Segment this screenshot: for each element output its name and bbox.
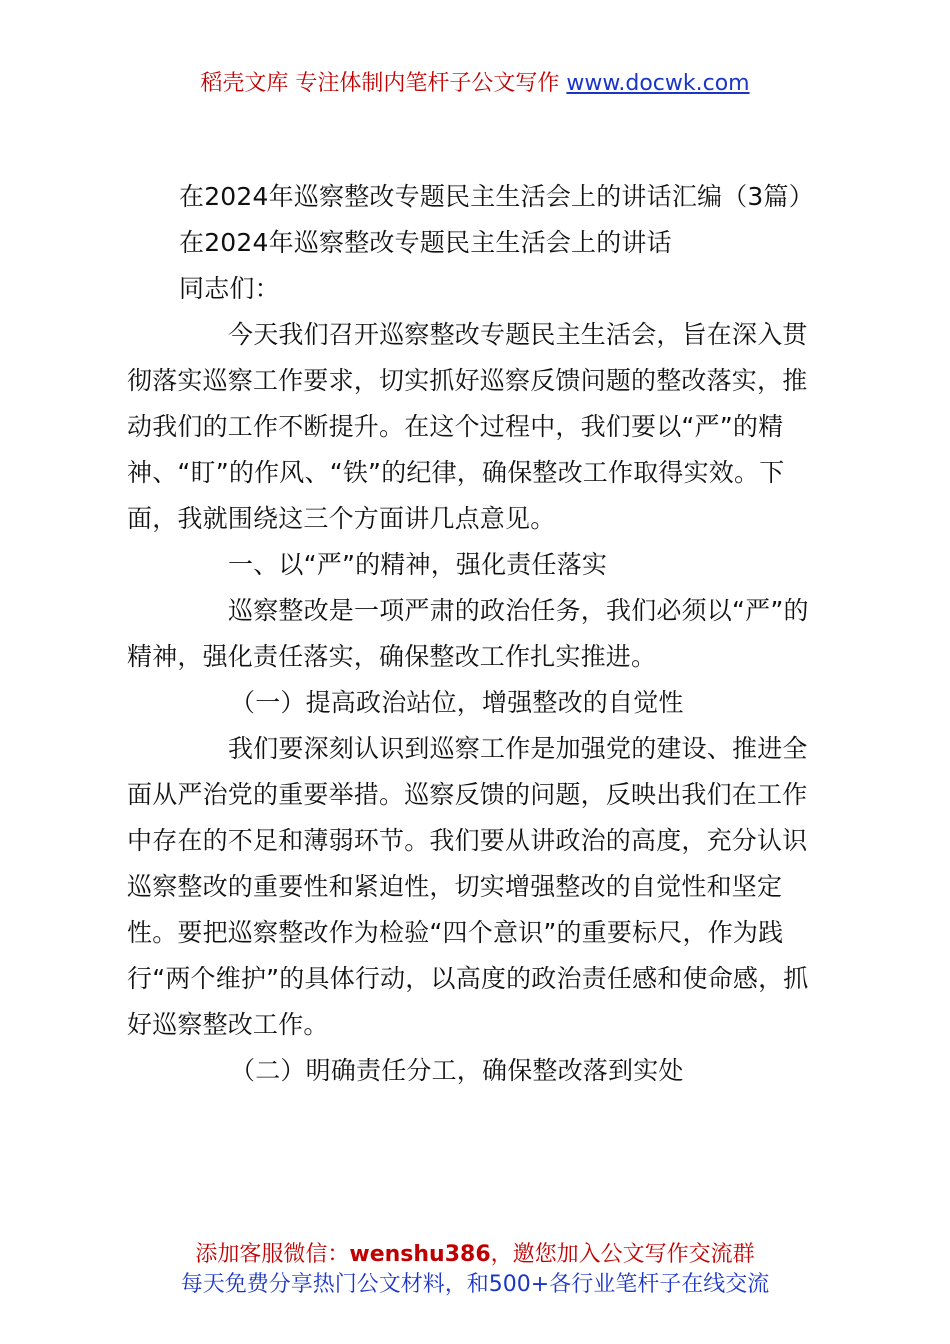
document-title: 在2024年巡察整改专题民主生活会上的讲话汇编（3篇）: [179, 182, 814, 211]
subsection-heading-2: （二）明确责任分工，确保整改落到实处: [230, 1056, 684, 1085]
document-body: [127, 174, 830, 1094]
paragraph-intro: 今天我们召开巡察整改专题民主生活会，旨在深入贯彻落实巡察工作要求，切实抓好巡察反馈问题的整改落实，推动我们的工作不断提升。在这个过程中，我们要以“严”的精神、“盯”的作风、“铁”的纪律，确保整改工作取得实效。下面，我就围绕这三个方面讲几点意见。: [127, 320, 808, 533]
footer-suffix: ，邀您加入公文写作交流群: [490, 1242, 755, 1267]
document-subtitle: 在2024年巡察整改专题民主生活会上的讲话: [179, 228, 672, 257]
paragraph-section-1: 巡察整改是一项严肃的政治任务，我们必须以“严”的精神，强化责任落实，确保整改工作扎实推进。: [127, 596, 809, 671]
header-brand: 稻壳文库 专注体制内笔杆子公文写作: [200, 71, 560, 96]
header-url-link[interactable]: www.docwk.com: [566, 71, 750, 96]
footer-wechat-id: wenshu386: [349, 1242, 491, 1267]
subsection-heading-1: （一）提高政治站位，增强整改的自觉性: [230, 688, 684, 717]
footer-contact: [0, 1240, 950, 1270]
footer-promo: 每天免费分享热门公文材料，和500+各行业笔杆子在线交流: [180, 1272, 770, 1297]
page-header: [0, 68, 950, 100]
paragraph-subsection-1: 我们要深刻认识到巡察工作是加强党的建设、推进全面从严治党的重要举措。巡察反馈的问题，反映出我们在工作中存在的不足和薄弱环节。我们要从讲政治的高度，充分认识巡察整改的重要性和紧迫性，切实增强整改的自觉性和坚定性。要把巡察整改作为检验“四个意识”的重要标尺，作为践行“两个维护”的具体行动，以高度的政治责任感和使命感，抓好巡察整改工作。: [127, 734, 809, 1039]
footer-prefix: 添加客服微信：: [195, 1242, 350, 1267]
salutation: 同志们：: [179, 274, 280, 303]
section-heading-1: 一、以“严”的精神，强化责任落实: [228, 550, 608, 579]
